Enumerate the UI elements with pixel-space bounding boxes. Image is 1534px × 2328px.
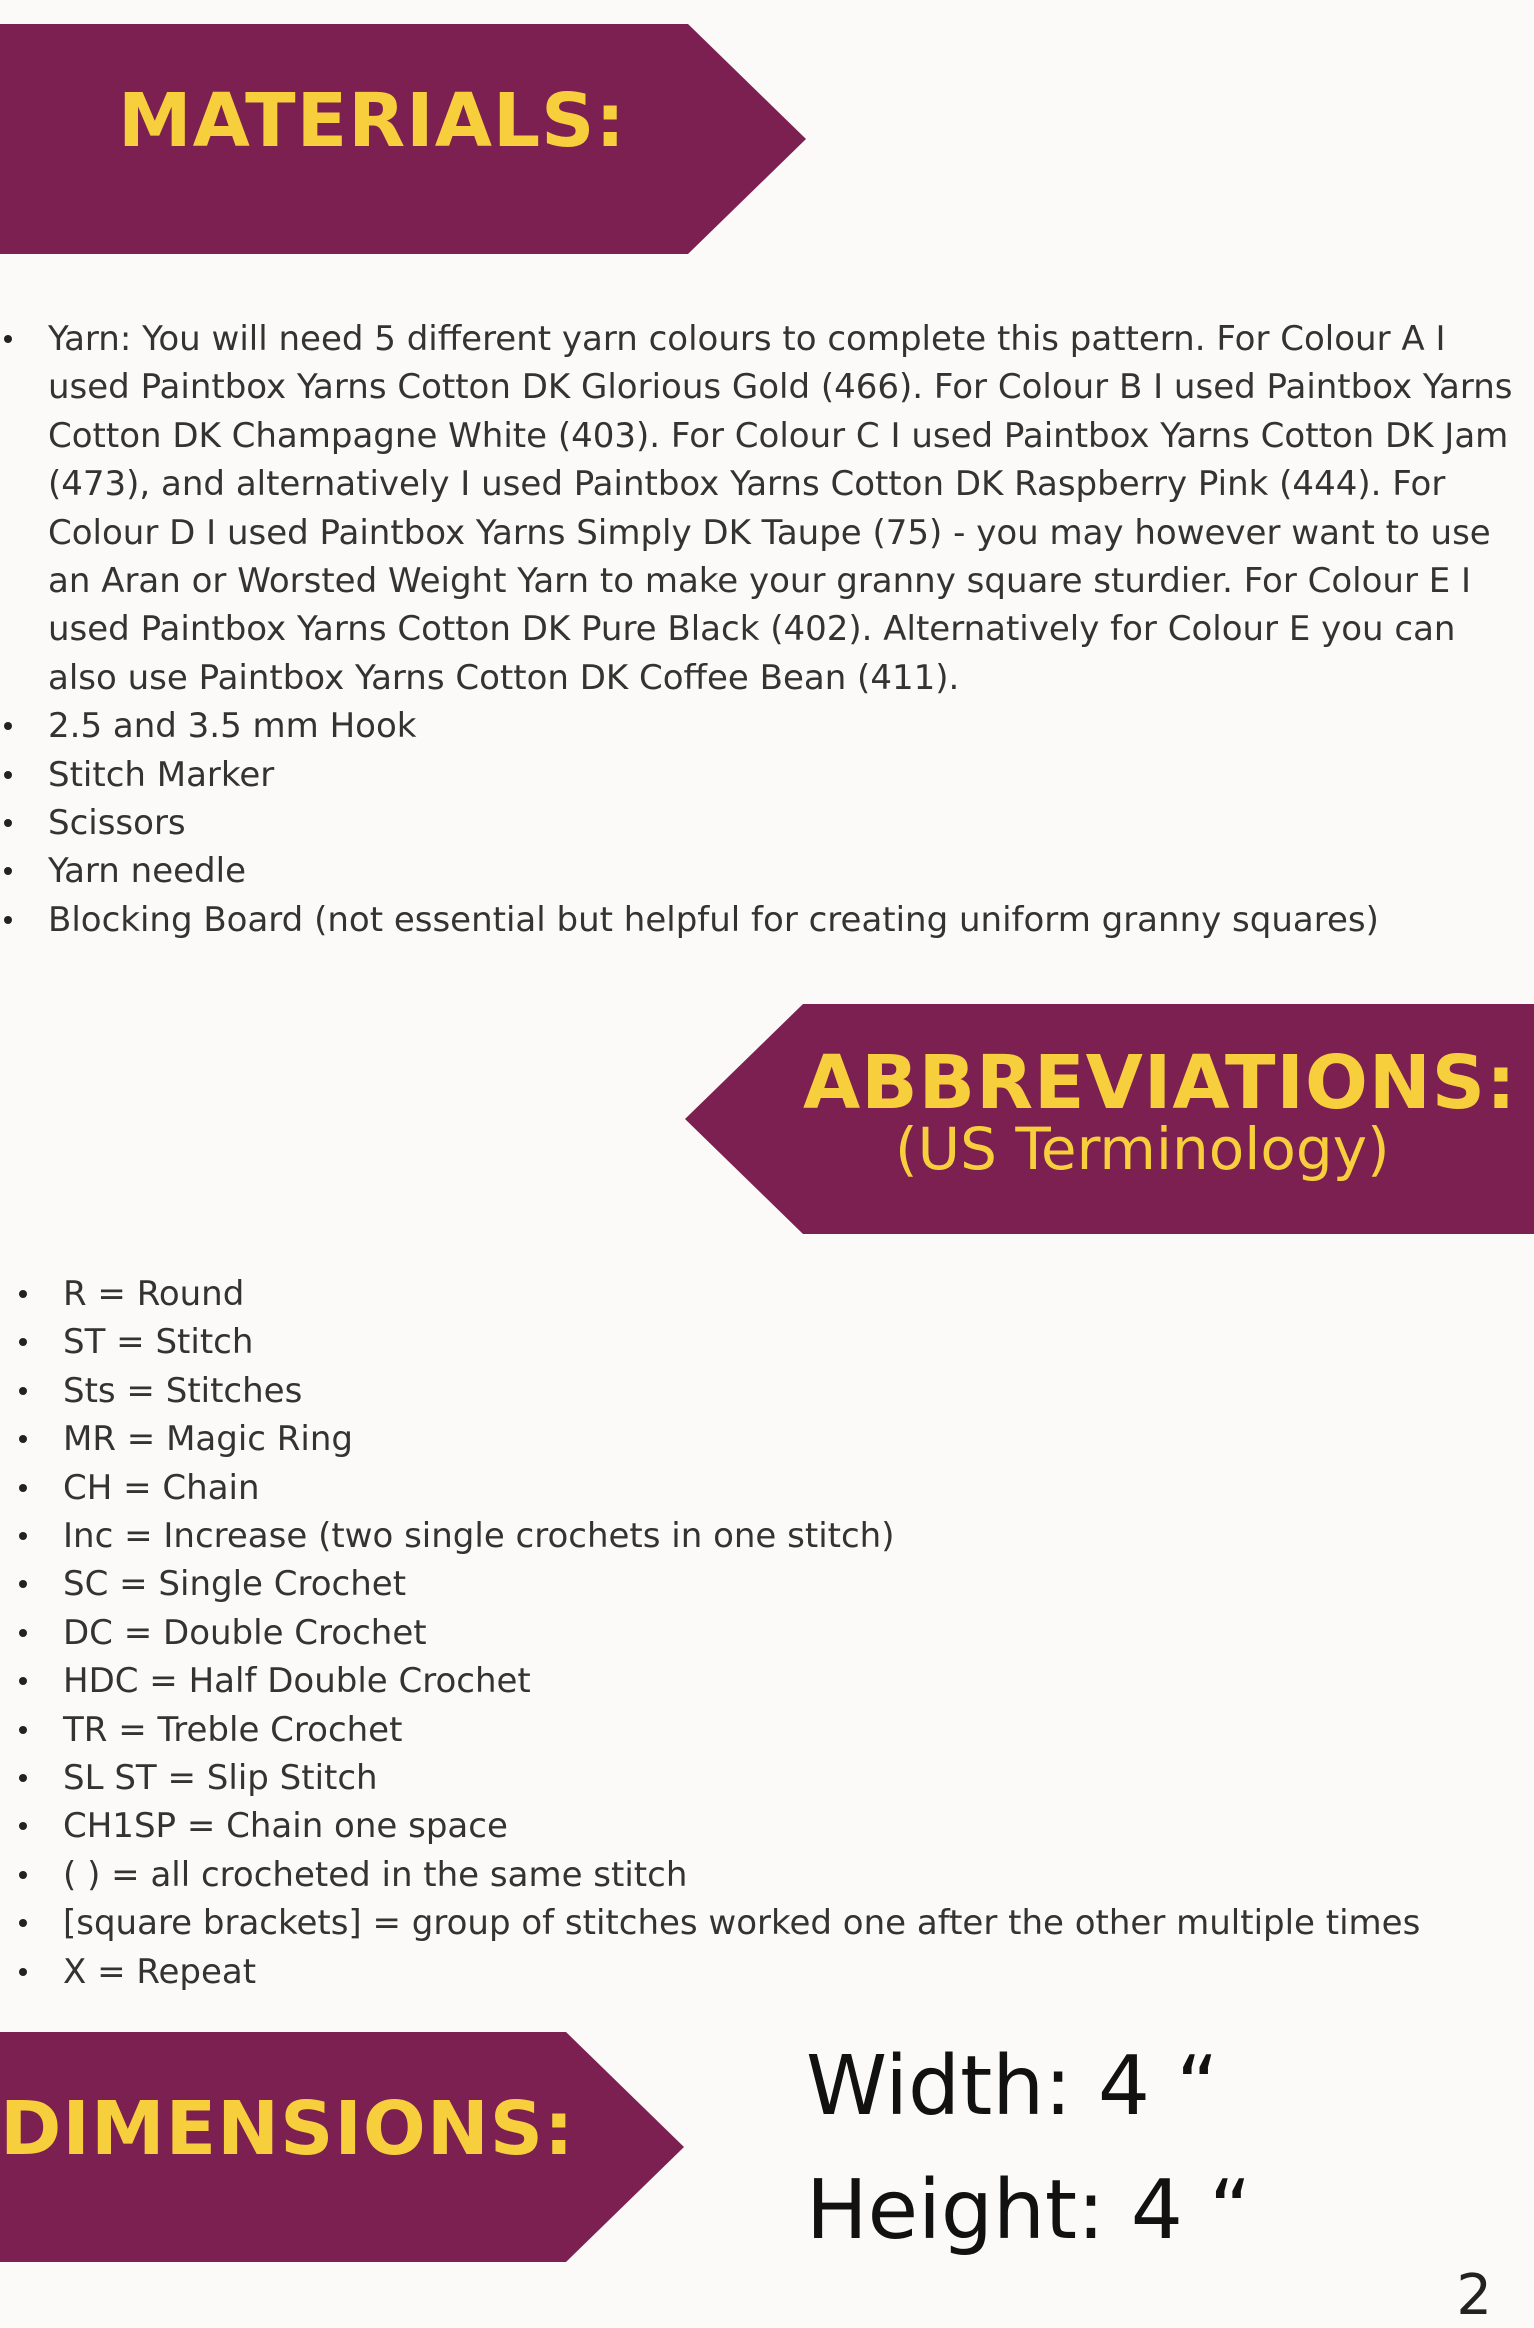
list-item: SC = Single Crochet [63,1560,1523,1608]
list-item: ( ) = all crocheted in the same stitch [63,1851,1523,1899]
list-item: X = Repeat [63,1948,1523,1996]
materials-list [48,315,1524,944]
list-item: 2.5 and 3.5 mm Hook [48,702,1524,750]
list-item: CH1SP = Chain one space [63,1802,1523,1850]
abbreviations-list [63,1270,1523,1996]
list-item: Scissors [48,799,1524,847]
dimensions-heading: DIMENSIONS: [0,2086,575,2172]
list-item: Yarn needle [48,847,1524,895]
abbreviations-subheading: (US Terminology) [895,1115,1390,1183]
list-item: HDC = Half Double Crochet [63,1657,1523,1705]
list-item: Sts = Stitches [63,1367,1523,1415]
list-item: Stitch Marker [48,751,1524,799]
dimension-width: Width: 4 “ [806,2039,1219,2134]
list-item: Inc = Increase (two single crochets in one stitch) [63,1512,1523,1560]
materials-heading: MATERIALS: [118,78,627,164]
dimension-height: Height: 4 “ [806,2163,1252,2258]
list-item: SL ST = Slip Stitch [63,1754,1523,1802]
list-item: R = Round [63,1270,1523,1318]
abbreviations-heading: ABBREVIATIONS: [803,1040,1517,1126]
list-item: Blocking Board (not essential but helpful for creating uniform granny squares) [48,896,1524,944]
list-item: ST = Stitch [63,1318,1523,1366]
page-number: 2 [1456,2263,1492,2328]
list-item: TR = Treble Crochet [63,1706,1523,1754]
list-item: DC = Double Crochet [63,1609,1523,1657]
list-item: Yarn: You will need 5 different yarn colours to complete this pattern. For Colour A I used Paintbox Yarns Cotton DK Glorious Gold (466). For Colour B I used Paintbox Yarns Cotton DK Champagne White (403). For Colour C I used Paintbox Yarns Cotton DK Jam (473), and alternatively I used Paintbox Yarns Cotton DK Raspberry Pink (444). For Colour D I used Paintbox Yarns Simply DK Taupe (75) - you may however want to use an Aran or Worsted Weight Yarn to make your granny square sturdier. For Colour E I used Paintbox Yarns Cotton DK Pure Black (402). Alternatively for Colour E you can also use Paintbox Yarns Cotton DK Coffee Bean (411). [48,315,1524,702]
list-item: MR = Magic Ring [63,1415,1523,1463]
list-item: [square brackets] = group of stitches worked one after the other multiple times [63,1899,1523,1947]
list-item: CH = Chain [63,1464,1523,1512]
